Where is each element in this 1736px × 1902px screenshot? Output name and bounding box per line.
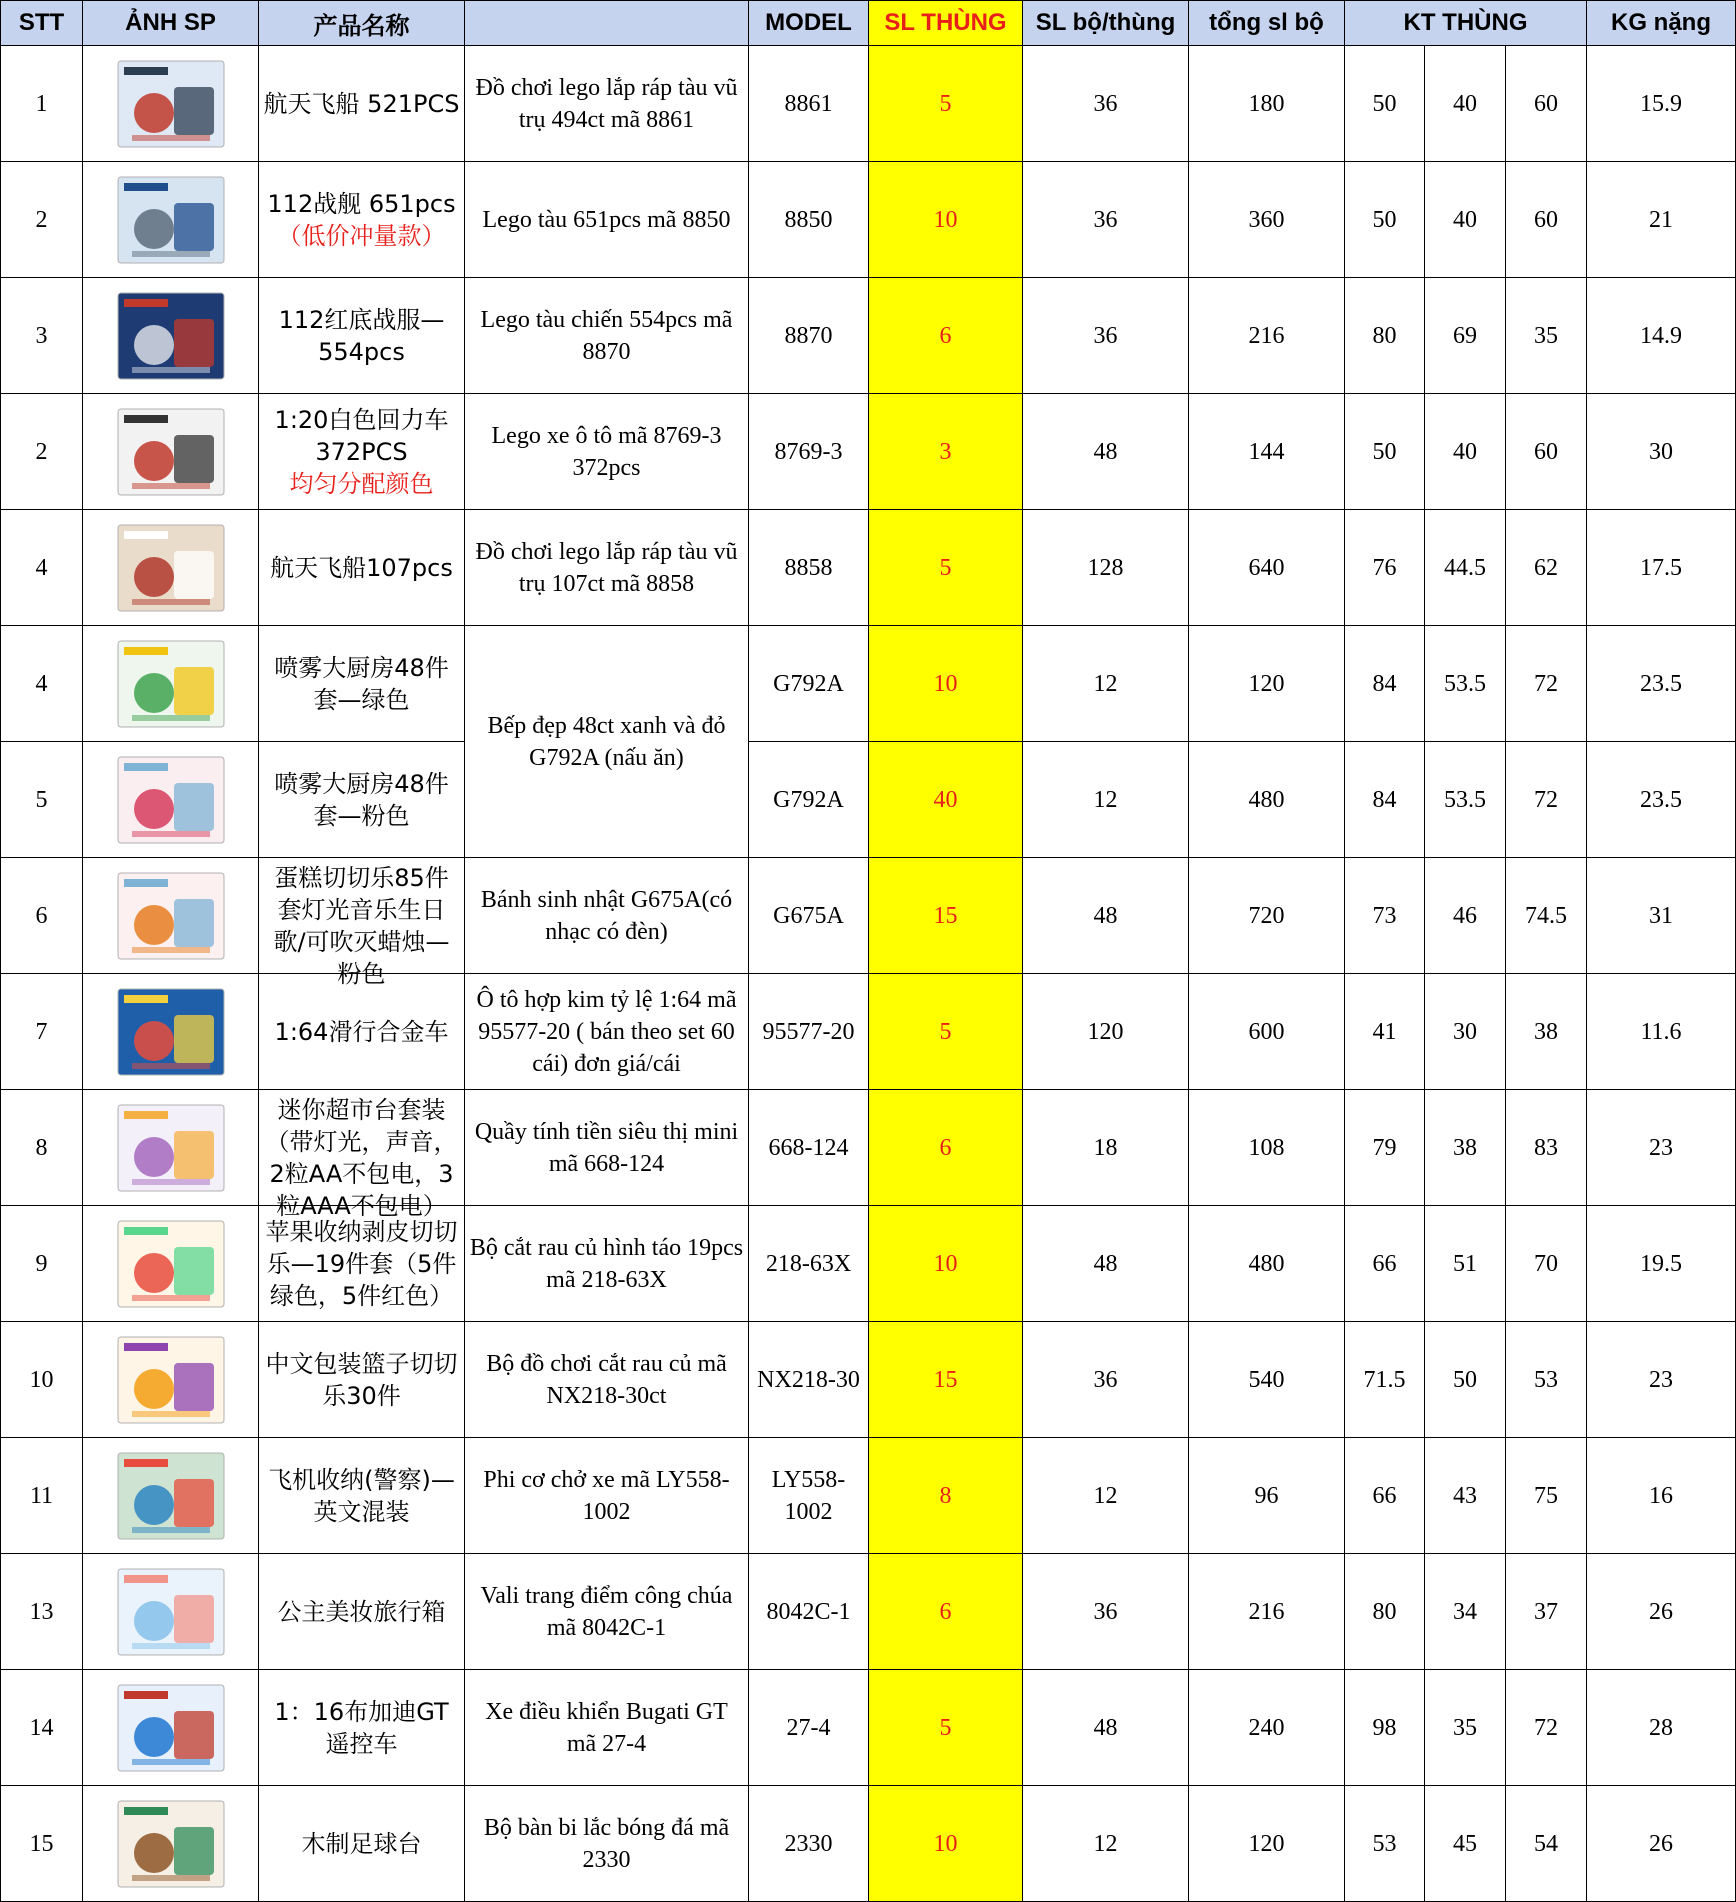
cell-stt[interactable]: 10 [1, 1322, 83, 1438]
table-row[interactable] [1, 742, 1736, 858]
cell-boxes[interactable]: 5 [869, 974, 1023, 1090]
cell-sets-per-box[interactable]: 48 [1023, 1206, 1189, 1322]
cell-sets-per-box[interactable]: 48 [1023, 1670, 1189, 1786]
cell-box-width[interactable]: 44.5 [1425, 510, 1506, 626]
cell-image[interactable] [83, 742, 259, 858]
cell-box-height[interactable]: 72 [1506, 742, 1587, 858]
cell-total-sets[interactable]: 96 [1189, 1438, 1345, 1554]
cell-box-length[interactable]: 80 [1345, 1554, 1425, 1670]
cell-sets-per-box[interactable]: 12 [1023, 742, 1189, 858]
cell-box-length[interactable]: 50 [1345, 394, 1425, 510]
cell-weight[interactable]: 11.6 [1587, 974, 1736, 1090]
cell-boxes[interactable]: 10 [869, 626, 1023, 742]
cell-box-length[interactable]: 66 [1345, 1438, 1425, 1554]
cell-image[interactable] [83, 46, 259, 162]
diecast-cars-icon [112, 981, 230, 1083]
cell-box-width[interactable]: 35 [1425, 1670, 1506, 1786]
cell-name-cn[interactable] [259, 974, 465, 1090]
cell-stt[interactable]: 5 [1, 742, 83, 858]
cell-model[interactable]: NX218-30 [749, 1322, 869, 1438]
cell-box-height[interactable]: 83 [1506, 1090, 1587, 1206]
cell-name-cn[interactable] [259, 510, 465, 626]
space-shuttle-icon [112, 53, 230, 155]
table-row[interactable] [1, 626, 1736, 742]
cell-box-height[interactable]: 72 [1506, 1670, 1587, 1786]
header-boxes[interactable]: SL THÙNG [869, 1, 1023, 46]
cell-name-vn[interactable]: Bộ cắt rau củ hình táo 19pcs mã 218-63X [465, 1206, 749, 1322]
cell-boxes[interactable]: 3 [869, 394, 1023, 510]
cell-stt[interactable]: 6 [1, 858, 83, 974]
cell-name-vn[interactable]: Quầy tính tiền siêu thị mini mã 668-124 [465, 1090, 749, 1206]
cell-stt[interactable]: 11 [1, 1438, 83, 1554]
cell-name-vn[interactable]: Xe điều khiển Bugati GT mã 27-4 [465, 1670, 749, 1786]
header-sets-per-box[interactable]: SL bộ/thùng [1023, 1, 1189, 46]
cell-image[interactable] [83, 626, 259, 742]
cell-box-width[interactable]: 51 [1425, 1206, 1506, 1322]
cell-boxes[interactable]: 15 [869, 858, 1023, 974]
cell-name-cn[interactable] [259, 1438, 465, 1554]
cell-name-vn[interactable]: Ô tô hợp kim tỷ lệ 1:64 mã 95577-20 ( bán theo set 60 cái) đơn giá/cái [465, 974, 749, 1090]
foosball-icon [112, 1793, 230, 1895]
cell-model[interactable]: 27-4 [749, 1670, 869, 1786]
cell-model[interactable]: 95577-20 [749, 974, 869, 1090]
cell-total-sets[interactable]: 480 [1189, 1206, 1345, 1322]
cell-box-width[interactable]: 53.5 [1425, 626, 1506, 742]
name-cn-text: 112红底战服—554pcs [278, 305, 445, 366]
header-row [1, 1, 1736, 46]
cell-weight[interactable]: 23 [1587, 1090, 1736, 1206]
cell-image[interactable] [83, 1438, 259, 1554]
table-row[interactable] [1, 974, 1736, 1090]
cell-model[interactable]: 218-63X [749, 1206, 869, 1322]
cell-image[interactable] [83, 1554, 259, 1670]
name-cn-text: 木制足球台 [301, 1829, 422, 1858]
name-cn-text: 1：16布加迪GT遥控车 [274, 1697, 449, 1758]
cell-model[interactable]: G792A [749, 626, 869, 742]
cell-sets-per-box[interactable]: 36 [1023, 162, 1189, 278]
cell-sets-per-box[interactable]: 12 [1023, 1786, 1189, 1902]
cell-weight[interactable]: 26 [1587, 1786, 1736, 1902]
cell-box-length[interactable]: 41 [1345, 974, 1425, 1090]
cell-name-cn[interactable] [259, 858, 465, 988]
name-cn-text: 航天飞船 521PCS [263, 89, 460, 118]
cell-name-vn[interactable]: Bộ đồ chơi cắt rau củ mã NX218-30ct [465, 1322, 749, 1438]
cell-name-cn[interactable] [259, 742, 465, 858]
cell-name-vn[interactable]: Phi cơ chở xe mã LY558-1002 [465, 1438, 749, 1554]
cell-model[interactable]: 8858 [749, 510, 869, 626]
rocket-tower-icon [112, 517, 230, 619]
table-row[interactable] [1, 1090, 1736, 1206]
cell-model[interactable]: 2330 [749, 1786, 869, 1902]
cell-box-height[interactable]: 53 [1506, 1322, 1587, 1438]
name-cn-text: 公主美妆旅行箱 [277, 1597, 446, 1626]
cell-box-height[interactable]: 70 [1506, 1206, 1587, 1322]
cell-name-vn[interactable]: Lego tàu chiến 554pcs mã 8870 [465, 278, 749, 394]
name-cn-text: 苹果收纳剥皮切切乐—19件套（5件绿色，5件红色） [265, 1217, 458, 1310]
cell-model[interactable]: 668-124 [749, 1090, 869, 1206]
cell-box-width[interactable]: 40 [1425, 162, 1506, 278]
cell-sets-per-box[interactable]: 48 [1023, 394, 1189, 510]
cell-box-width[interactable]: 40 [1425, 46, 1506, 162]
cell-model[interactable]: LY558-1002 [749, 1438, 869, 1554]
name-cn-text: 迷你超市台套装（带灯光，声音，2粒AA不包电，3粒AAA不包电） [265, 1095, 458, 1220]
cell-stt[interactable]: 7 [1, 974, 83, 1090]
cell-name-cn[interactable] [259, 46, 465, 162]
rc-car-icon [112, 1677, 230, 1779]
table-body [1, 46, 1736, 1902]
name-cn-text: 喷雾大厨房48件套—绿色 [274, 653, 449, 714]
cell-total-sets[interactable]: 180 [1189, 46, 1345, 162]
cell-stt[interactable]: 4 [1, 510, 83, 626]
warship-box-icon [112, 285, 230, 387]
cell-box-width[interactable]: 34 [1425, 1554, 1506, 1670]
cell-box-width[interactable]: 69 [1425, 278, 1506, 394]
cell-box-height[interactable]: 75 [1506, 1438, 1587, 1554]
cell-box-length[interactable]: 84 [1345, 742, 1425, 858]
cell-stt[interactable]: 9 [1, 1206, 83, 1322]
cell-boxes[interactable]: 8 [869, 1438, 1023, 1554]
cell-name-vn[interactable]: Vali trang điểm công chúa mã 8042C-1 [465, 1554, 749, 1670]
cell-sets-per-box[interactable]: 12 [1023, 626, 1189, 742]
cell-total-sets[interactable]: 540 [1189, 1322, 1345, 1438]
cell-image[interactable] [83, 1670, 259, 1786]
cell-box-length[interactable]: 76 [1345, 510, 1425, 626]
cell-image[interactable] [83, 1206, 259, 1322]
cell-weight[interactable]: 31 [1587, 858, 1736, 974]
name-cn-text: 112战舰 651pcs [267, 189, 456, 218]
cell-box-height[interactable]: 35 [1506, 278, 1587, 394]
race-car-icon [112, 401, 230, 503]
table-row[interactable] [1, 510, 1736, 626]
cell-total-sets[interactable]: 216 [1189, 1554, 1345, 1670]
cell-model[interactable]: G792A [749, 742, 869, 858]
cell-total-sets[interactable]: 480 [1189, 742, 1345, 858]
fruit-cutting-icon [112, 1213, 230, 1315]
table-row[interactable] [1, 858, 1736, 974]
name-cn-text: 蛋糕切切乐85件套灯光音乐生日歌/可吹灭蜡烛—粉色 [273, 863, 450, 988]
name-cn-text: 1:20白色回力车372PCS [274, 405, 449, 466]
cell-box-length[interactable]: 98 [1345, 1670, 1425, 1786]
cell-sets-per-box[interactable]: 36 [1023, 1554, 1189, 1670]
cell-weight[interactable]: 14.9 [1587, 278, 1736, 394]
cell-weight[interactable]: 23.5 [1587, 742, 1736, 858]
cell-name-cn[interactable] [259, 1670, 465, 1786]
kitchen-green-icon [112, 633, 230, 735]
table-row[interactable] [1, 46, 1736, 162]
cell-model[interactable]: 8870 [749, 278, 869, 394]
warship-icon [112, 169, 230, 271]
cell-box-width[interactable]: 30 [1425, 974, 1506, 1090]
cell-boxes[interactable]: 10 [869, 1206, 1023, 1322]
cell-box-height[interactable]: 38 [1506, 974, 1587, 1090]
table-row[interactable] [1, 1438, 1736, 1554]
cell-stt[interactable]: 14 [1, 1670, 83, 1786]
kitchen-pink-icon [112, 749, 230, 851]
cell-box-length[interactable]: 80 [1345, 278, 1425, 394]
cell-name-cn[interactable] [259, 1206, 465, 1322]
cell-stt[interactable]: 2 [1, 394, 83, 510]
cell-sets-per-box[interactable]: 12 [1023, 1438, 1189, 1554]
cell-boxes[interactable]: 15 [869, 1322, 1023, 1438]
cell-box-height[interactable]: 60 [1506, 46, 1587, 162]
cell-weight[interactable]: 30 [1587, 394, 1736, 510]
cell-sets-per-box[interactable]: 36 [1023, 278, 1189, 394]
cell-total-sets[interactable]: 216 [1189, 278, 1345, 394]
cell-image[interactable] [83, 394, 259, 510]
cell-sets-per-box[interactable]: 128 [1023, 510, 1189, 626]
cell-image[interactable] [83, 1322, 259, 1438]
cell-model[interactable]: 8042C-1 [749, 1554, 869, 1670]
table-row[interactable] [1, 1554, 1736, 1670]
cell-stt[interactable]: 15 [1, 1786, 83, 1902]
cell-box-width[interactable]: 40 [1425, 394, 1506, 510]
cell-name-vn[interactable]: Đồ chơi lego lắp ráp tàu vũ trụ 107ct mã 8858 [465, 510, 749, 626]
table-row[interactable] [1, 162, 1736, 278]
supermarket-icon [112, 1097, 230, 1199]
cell-box-length[interactable]: 50 [1345, 46, 1425, 162]
header-weight[interactable]: KG nặng [1587, 1, 1736, 46]
name-cn-note: 均匀分配颜色 [289, 469, 434, 498]
cell-weight[interactable]: 28 [1587, 1670, 1736, 1786]
cell-weight[interactable]: 21 [1587, 162, 1736, 278]
cell-box-width[interactable]: 46 [1425, 858, 1506, 974]
cell-name-vn[interactable]: Đồ chơi lego lắp ráp tàu vũ trụ 494ct mã 8861 [465, 46, 749, 162]
cell-weight[interactable]: 15.9 [1587, 46, 1736, 162]
cell-image[interactable] [83, 162, 259, 278]
cell-sets-per-box[interactable]: 36 [1023, 1322, 1189, 1438]
cell-name-cn[interactable] [259, 1786, 465, 1902]
cell-box-width[interactable]: 38 [1425, 1090, 1506, 1206]
name-cn-note: （低价冲量款） [277, 221, 446, 250]
cell-boxes[interactable]: 5 [869, 46, 1023, 162]
table-row[interactable] [1, 278, 1736, 394]
cell-stt[interactable]: 2 [1, 162, 83, 278]
cell-total-sets[interactable]: 108 [1189, 1090, 1345, 1206]
cell-name-cn[interactable] [259, 1322, 465, 1438]
cell-weight[interactable]: 19.5 [1587, 1206, 1736, 1322]
cell-boxes[interactable]: 6 [869, 1090, 1023, 1206]
cell-box-width[interactable]: 53.5 [1425, 742, 1506, 858]
cell-total-sets[interactable]: 120 [1189, 626, 1345, 742]
veggie-basket-icon [112, 1329, 230, 1431]
cell-box-width[interactable]: 50 [1425, 1322, 1506, 1438]
cell-weight[interactable]: 23 [1587, 1322, 1736, 1438]
cell-box-length[interactable]: 71.5 [1345, 1322, 1425, 1438]
cell-model[interactable]: 8850 [749, 162, 869, 278]
cell-box-length[interactable]: 73 [1345, 858, 1425, 974]
cell-box-height[interactable]: 54 [1506, 1786, 1587, 1902]
cell-model[interactable]: 8769-3 [749, 394, 869, 510]
cell-name-cn[interactable] [259, 278, 465, 394]
cell-image[interactable] [83, 510, 259, 626]
cell-box-length[interactable]: 84 [1345, 626, 1425, 742]
vanity-case-icon [112, 1561, 230, 1663]
airplane-icon [112, 1445, 230, 1547]
cell-image[interactable] [83, 278, 259, 394]
cake-set-icon [112, 865, 230, 967]
cell-weight[interactable]: 23.5 [1587, 626, 1736, 742]
cell-box-length[interactable]: 66 [1345, 1206, 1425, 1322]
cell-weight[interactable]: 16 [1587, 1438, 1736, 1554]
cell-boxes[interactable]: 5 [869, 1670, 1023, 1786]
table-row[interactable] [1, 1322, 1736, 1438]
cell-name-cn[interactable] [259, 1090, 465, 1220]
cell-total-sets[interactable]: 640 [1189, 510, 1345, 626]
name-cn-text: 喷雾大厨房48件套—粉色 [274, 769, 449, 830]
name-cn-text: 航天飞船107pcs [270, 553, 453, 582]
cell-box-height[interactable]: 37 [1506, 1554, 1587, 1670]
cell-name-vn[interactable]: Lego tàu 651pcs mã 8850 [465, 162, 749, 278]
cell-stt[interactable]: 13 [1, 1554, 83, 1670]
cell-image[interactable] [83, 1090, 259, 1206]
cell-stt[interactable]: 4 [1, 626, 83, 742]
cell-boxes[interactable]: 5 [869, 510, 1023, 626]
name-cn-text: 飞机收纳(警察)—英文混装 [268, 1465, 455, 1526]
cell-box-width[interactable]: 45 [1425, 1786, 1506, 1902]
cell-name-vn[interactable]: Bộ bàn bi lắc bóng đá mã 2330 [465, 1786, 749, 1902]
cell-weight[interactable]: 17.5 [1587, 510, 1736, 626]
cell-boxes[interactable]: 6 [869, 1554, 1023, 1670]
table-row[interactable] [1, 1786, 1736, 1902]
cell-image[interactable] [83, 1786, 259, 1902]
cell-box-height[interactable]: 72 [1506, 626, 1587, 742]
cell-name-cn[interactable] [259, 394, 465, 510]
header-image[interactable]: ẢNH SP [83, 1, 259, 46]
cell-name-vn[interactable]: Lego xe ô tô mã 8769-3 372pcs [465, 394, 749, 510]
header-model[interactable]: MODEL [749, 1, 869, 46]
table-row[interactable] [1, 1206, 1736, 1322]
table-row[interactable] [1, 1670, 1736, 1786]
header-box-size[interactable]: KT THÙNG [1345, 1, 1587, 46]
cell-total-sets[interactable]: 600 [1189, 974, 1345, 1090]
cell-image[interactable] [83, 858, 259, 974]
header-stt[interactable]: STT [1, 1, 83, 46]
cell-boxes[interactable]: 40 [869, 742, 1023, 858]
cell-stt[interactable]: 3 [1, 278, 83, 394]
cell-box-length[interactable]: 53 [1345, 1786, 1425, 1902]
cell-box-height[interactable]: 60 [1506, 394, 1587, 510]
header-total-sets[interactable]: tổng sl bộ [1189, 1, 1345, 46]
cell-boxes[interactable]: 10 [869, 1786, 1023, 1902]
cell-boxes[interactable]: 6 [869, 278, 1023, 394]
cell-sets-per-box[interactable]: 120 [1023, 974, 1189, 1090]
cell-name-cn[interactable] [259, 1554, 465, 1670]
cell-model[interactable]: 8861 [749, 46, 869, 162]
cell-total-sets[interactable]: 720 [1189, 858, 1345, 974]
cell-name-cn[interactable] [259, 162, 465, 278]
cell-boxes[interactable]: 10 [869, 162, 1023, 278]
name-cn-text: 1:64滑行合金车 [274, 1017, 449, 1046]
cell-box-width[interactable]: 43 [1425, 1438, 1506, 1554]
cell-name-cn[interactable] [259, 626, 465, 742]
cell-total-sets[interactable]: 120 [1189, 1786, 1345, 1902]
header-name-cn[interactable]: 产品名称 [259, 1, 465, 46]
cell-box-height[interactable]: 74.5 [1506, 858, 1587, 974]
cell-sets-per-box[interactable]: 18 [1023, 1090, 1189, 1206]
cell-box-length[interactable]: 79 [1345, 1090, 1425, 1206]
cell-stt[interactable]: 1 [1, 46, 83, 162]
cell-model[interactable]: G675A [749, 858, 869, 974]
cell-stt[interactable]: 8 [1, 1090, 83, 1206]
cell-weight[interactable]: 26 [1587, 1554, 1736, 1670]
cell-box-height[interactable]: 60 [1506, 162, 1587, 278]
name-cn-text: 中文包装篮子切切乐30件 [265, 1349, 458, 1410]
cell-total-sets[interactable]: 240 [1189, 1670, 1345, 1786]
table-row[interactable] [1, 394, 1736, 510]
cell-image[interactable] [83, 974, 259, 1090]
cell-sets-per-box[interactable]: 48 [1023, 858, 1189, 974]
cell-name-vn[interactable]: Bếp đẹp 48ct xanh và đỏ G792A (nấu ăn) [465, 626, 749, 858]
cell-total-sets[interactable]: 360 [1189, 162, 1345, 278]
cell-sets-per-box[interactable]: 36 [1023, 46, 1189, 162]
cell-box-height[interactable]: 62 [1506, 510, 1587, 626]
cell-name-vn[interactable]: Bánh sinh nhật G675A(có nhạc có đèn) [465, 858, 749, 974]
cell-total-sets[interactable]: 144 [1189, 394, 1345, 510]
cell-box-length[interactable]: 50 [1345, 162, 1425, 278]
header-name-vn[interactable] [465, 1, 749, 46]
